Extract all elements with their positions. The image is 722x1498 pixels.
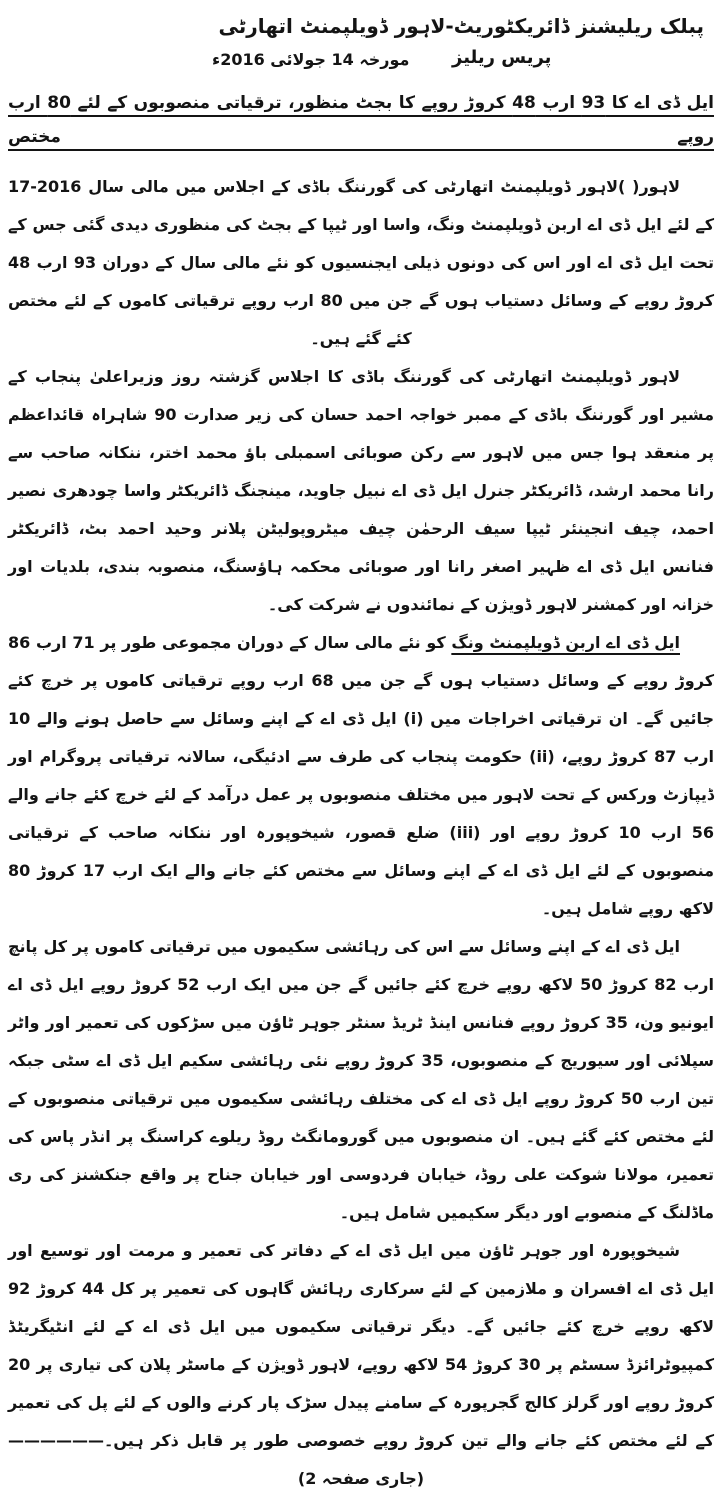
paragraph-urban-development-wing: [8, 624, 714, 928]
paragraph-meeting-attendees: لاہور ڈویلپمنٹ اتھارٹی کی گورننگ باڈی کا اجلاس گزشتہ روز وزیراعلیٰ پنجاب کے مشیر اور گورننگ باڈی کے ممبر خواجہ احمد حسان کی زیر صدارت 90 شاہراہ قائداعظم پر منعقد ہوا جس میں لاہور سے رکن صوبائی اسمبلی باؤ محمد اختر، ننکانہ صاحب سے رانا محمد ارشد، ڈائریکٹر جنرل ایل ڈی اے نبیل جاوید، مینجنگ ڈائریکٹر واسا چودھری نصیر احمد، چیف انجینئر ٹیپا سیف الرحمٰن چیف میٹروپولیٹن پلانر وحید احمد بٹ، ڈائریکٹر فنانس ایل ڈی اے ظہیر اصغر رانا اور صوبائی محکمہ ہاؤسنگ، منصوبہ بندی، بلدیات اور خزانہ اور کمشنر لاہور ڈویژن کے نمائندوں نے شرکت کی۔: [8, 367, 714, 614]
paragraph-intro: لاہور( )لاہور ڈویلپمنٹ اتھارٹی کی گورننگ باڈی کے اجلاس میں مالی سال 2016-17 کے لئے ایل ڈی اے اربن ڈویلپمنٹ ونگ، واسا اور ٹیپا کے بجٹ کی منظوری دیدی گئی جس کے تحت ایل ڈی اے اور اس کی دونوں ذیلی ایجنسیوں کو نئے مالی سال کے دوران 93 ارب 48 کروڑ روپے کے وسائل دستیاب ہوں گے جن میں 80 ارب روپے ترقیاتی کاموں کے لئے مختص کئے گئے ہیں۔: [8, 177, 714, 348]
meta-row: [0, 42, 722, 84]
paragraph-offices-projects: [8, 1232, 714, 1498]
date-line: مورخہ 14 جولائی 2016ء: [212, 50, 410, 69]
paragraph-housing-schemes: ایل ڈی اے کے اپنے وسائل سے اس کی رہائشی سکیموں میں ترقیاتی کاموں پر کل پانچ ارب 82 کروڑ 50 لاکھ روپے خرچ کئے جائیں گے جن میں ایک ارب 52 کروڑ روپے ایل ڈی اے ایونیو ون، 35 کروڑ روپے فنانس اینڈ ٹریڈ سنٹر جوہر ٹاؤن میں سڑکوں کی تعمیر اور واٹر سپلائی اور سیوریج کے منصوبوں، 35 کروڑ روپے نئی رہائشی سکیم ایل ڈی اے سٹی جبکہ تین ارب 50 کروڑ روپے ایل ڈی اے کی مختلف رہائشی سکیموں میں ترقیاتی منصوبوں کے لئے مختص کئے گئے ہیں۔ ان منصوبوں میں گورومانگٹ روڈ ریلوے کراسنگ پر انڈر پاس کی تعمیر، مولانا شوکت علی روڈ، خیابان فردوسی اور خیابان جناح پر واقع جنکشنز کی ری ماڈلنگ کے منصوبے اور دیگر سکیمیں شامل ہیں۔: [8, 937, 714, 1222]
offices-projects-text: شیخوپورہ اور جوہر ٹاؤن میں ایل ڈی اے کے دفاتر کی تعمیر و مرمت اور توسیع اور ایل ڈی اے افسران و ملازمین کے لئے سرکاری رہائش گاہوں کی تعمیر پر کل 44 کروڑ 92 لاکھ روپے خرچ کئے جائیں گے۔ دیگر ترقیاتی سکیموں میں ایل ڈی اے کے لئے انٹیگریٹڈ کمپیوٹرائزڈ سسٹم پر 30 کروڑ 54 لاکھ روپے، لاہور ڈویژن کے ماسٹر پلان کی تیاری پر 20 کروڑ روپے اور گرلز کالج گجرپورہ کے سامنے پیدل سڑک پار کرنے والوں کے لئے پل کی تعمیر کے لئے مختص کئے جانے والے تین کروڑ روپے خصوصی طور پر قابل ذکر ہیں۔: [8, 1241, 714, 1450]
press-release-label: پریس ریلیز: [452, 47, 552, 68]
continued-page-marker: ——————(جاری صفحہ 2): [8, 1431, 425, 1488]
urban-wing-lead: ایل ڈی اے اربن ڈویلپمنٹ ونگ: [451, 633, 680, 652]
body-text: [8, 168, 714, 1498]
headline: ایل ڈی اے کا 93 ارب 48 کروڑ روپے کا بجٹ منظور، ترقیاتی منصوبوں کے لئے 80 ارب روپے مختص: [8, 93, 714, 147]
urban-wing-rest: کو نئے مالی سال کے دوران مجموعی طور پر 71 ارب 86 کروڑ روپے کے وسائل دستیاب ہوں گے جن میں 68 ارب روپے ترقیاتی کاموں پر خرچ کئے جائیں گے۔ ان ترقیاتی اخراجات میں (i) ایل ڈی اے کے اپنے وسائل سے حاصل ہونے والے 10 ارب 87 کروڑ روپے، (ii) حکومت پنجاب کی طرف سے ادئیگی، سالانہ ترقیاتی پروگرام اور ڈیپازٹ ورکس کے تحت لاہور میں مختلف منصوبوں پر عمل درآمد کے لئے خرچ کئے جانے والے 56 ارب 10 کروڑ روپے اور (iii) ضلع قصور، شیخوپورہ اور ننکانہ صاحب کے ترقیاتی منصوبوں کے لئے ایل ڈی اے کے اپنے وسائل سے مختص کئے جانے والے ایک ارب 17 کروڑ 80 لاکھ روپے شامل ہیں۔: [8, 633, 715, 918]
org-title: پبلک ریلیشنز ڈائریکٹوریٹ-لاہور ڈویلپمنٹ اتھارٹی: [218, 14, 704, 38]
